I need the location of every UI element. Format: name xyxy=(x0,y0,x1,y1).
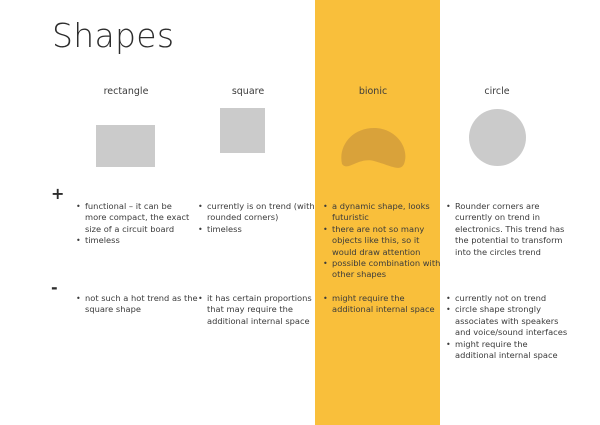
bionic-pros-list xyxy=(321,201,444,281)
column-label-circle: circle xyxy=(484,86,510,97)
bionic-cons-list xyxy=(321,293,442,316)
list-item: • might require the additional internal space xyxy=(332,293,442,316)
list-item: • it has certain proportions that may require the additional internal space xyxy=(207,293,319,327)
circle-shape xyxy=(469,109,526,166)
list-item: • timeless xyxy=(85,235,195,246)
list-item: • currently is on trend (with rounded corners) xyxy=(207,201,323,224)
column-label-square: square xyxy=(231,86,265,97)
rectangle-cons-list xyxy=(74,293,203,316)
page-title: Shapes xyxy=(52,16,175,55)
list-item: • there are not so many objects like this, so it would draw attention xyxy=(332,224,444,258)
column-label-bionic: bionic xyxy=(358,86,388,97)
square-cons-list xyxy=(196,293,319,327)
column-label-rectangle: rectangle xyxy=(103,86,149,97)
list-item: • possible combination with other shapes xyxy=(332,258,444,281)
list-item: • circle shape strongly associates with speakers and voice/sound interfaces xyxy=(455,304,569,338)
bionic-shape xyxy=(336,126,410,172)
rectangle-pros-list xyxy=(74,201,195,247)
list-item: • not such a hot trend as the square shape xyxy=(85,293,203,316)
square-shape xyxy=(220,108,265,153)
list-item: • timeless xyxy=(207,224,323,235)
circle-pros-list xyxy=(444,201,567,258)
square-pros-list xyxy=(196,201,323,235)
list-item: • currently not on trend xyxy=(455,293,569,304)
rectangle-shape xyxy=(96,125,155,167)
list-item: • functional – it can be more compact, the exact size of a circuit board xyxy=(85,201,195,235)
list-item: • might require the additional internal space xyxy=(455,339,569,362)
list-item: • Rounder corners are currently on trend in electronics. This trend has the potential to transform into the circles trend xyxy=(455,201,567,258)
cons-sign: - xyxy=(51,278,58,297)
pros-sign: + xyxy=(51,184,65,203)
circle-cons-list xyxy=(444,293,569,361)
list-item: • a dynamic shape, looks futuristic xyxy=(332,201,444,224)
